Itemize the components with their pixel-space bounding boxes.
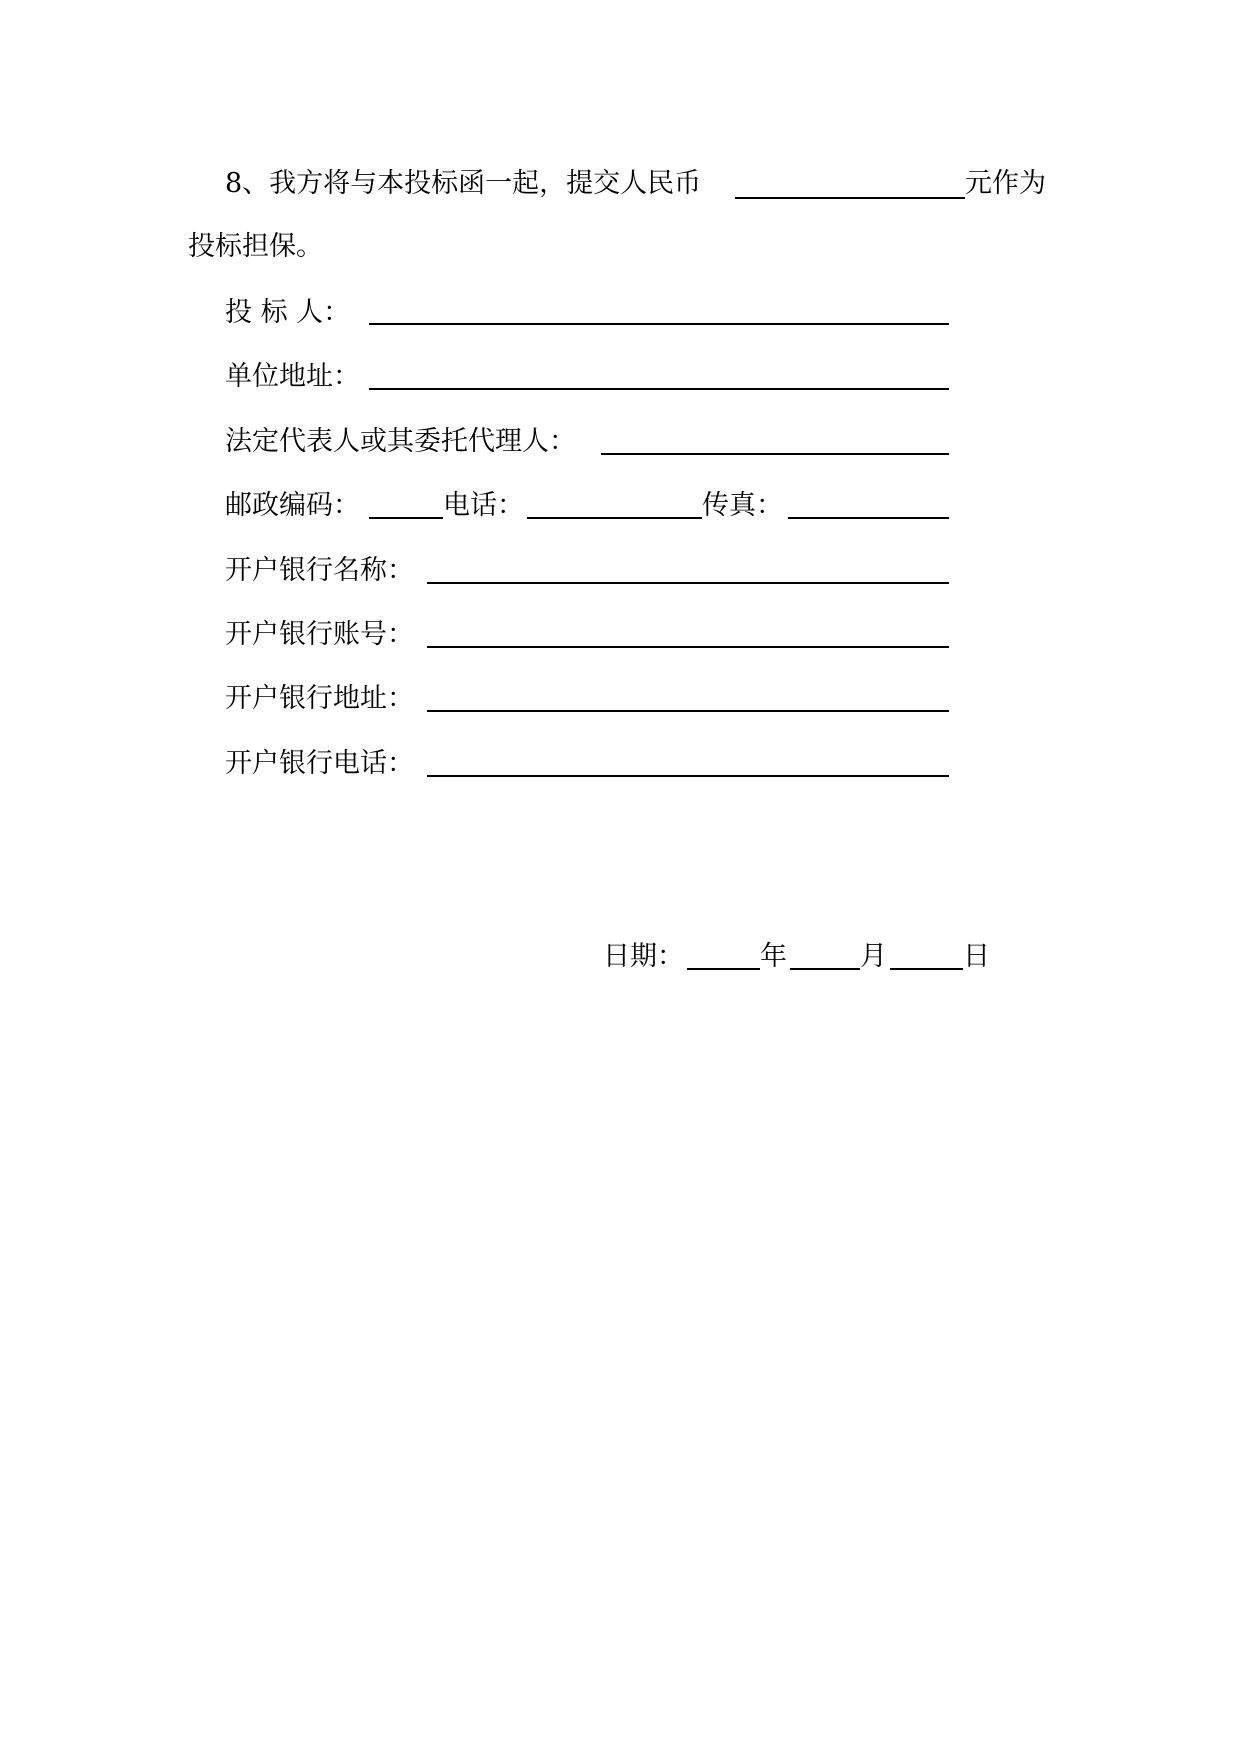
date-month-blank[interactable] (790, 968, 860, 970)
bank-account-label: 开户银行账号： (225, 619, 414, 650)
date-month-label: 月 (860, 941, 887, 972)
fax-label: 传真： (702, 490, 783, 521)
date-year-blank[interactable] (687, 968, 760, 970)
bank-phone-blank[interactable] (427, 775, 949, 777)
bidder-label: 投 标 人： (225, 297, 351, 328)
address-blank[interactable] (369, 388, 949, 390)
date-day-label: 日 (963, 941, 990, 972)
guarantee-text-prefix: 8、我方将与本投标函一起，提交人民币 (225, 168, 702, 199)
representative-label: 法定代表人或其委托代理人： (225, 426, 576, 457)
guarantee-text-suffix: 元作为 (965, 168, 1046, 199)
bank-address-blank[interactable] (427, 710, 949, 712)
bidder-blank[interactable] (369, 323, 949, 325)
date-day-blank[interactable] (890, 968, 963, 970)
postcode-label: 邮政编码： (225, 490, 360, 521)
representative-blank[interactable] (601, 453, 949, 455)
phone-label: 电话： (443, 490, 524, 521)
date-label: 日期： (603, 941, 684, 972)
address-label: 单位地址： (225, 361, 360, 392)
guarantee-text-line2: 投标担保。 (188, 231, 323, 262)
guarantee-amount-blank[interactable] (735, 197, 965, 199)
bank-address-label: 开户银行地址： (225, 683, 414, 714)
bank-name-blank[interactable] (427, 582, 949, 584)
postcode-blank[interactable] (369, 517, 443, 519)
date-year-label: 年 (760, 941, 787, 972)
fax-blank[interactable] (788, 517, 949, 519)
bank-account-blank[interactable] (427, 646, 949, 648)
phone-blank[interactable] (527, 517, 702, 519)
bank-phone-label: 开户银行电话： (225, 748, 414, 779)
bank-name-label: 开户银行名称： (225, 555, 414, 586)
